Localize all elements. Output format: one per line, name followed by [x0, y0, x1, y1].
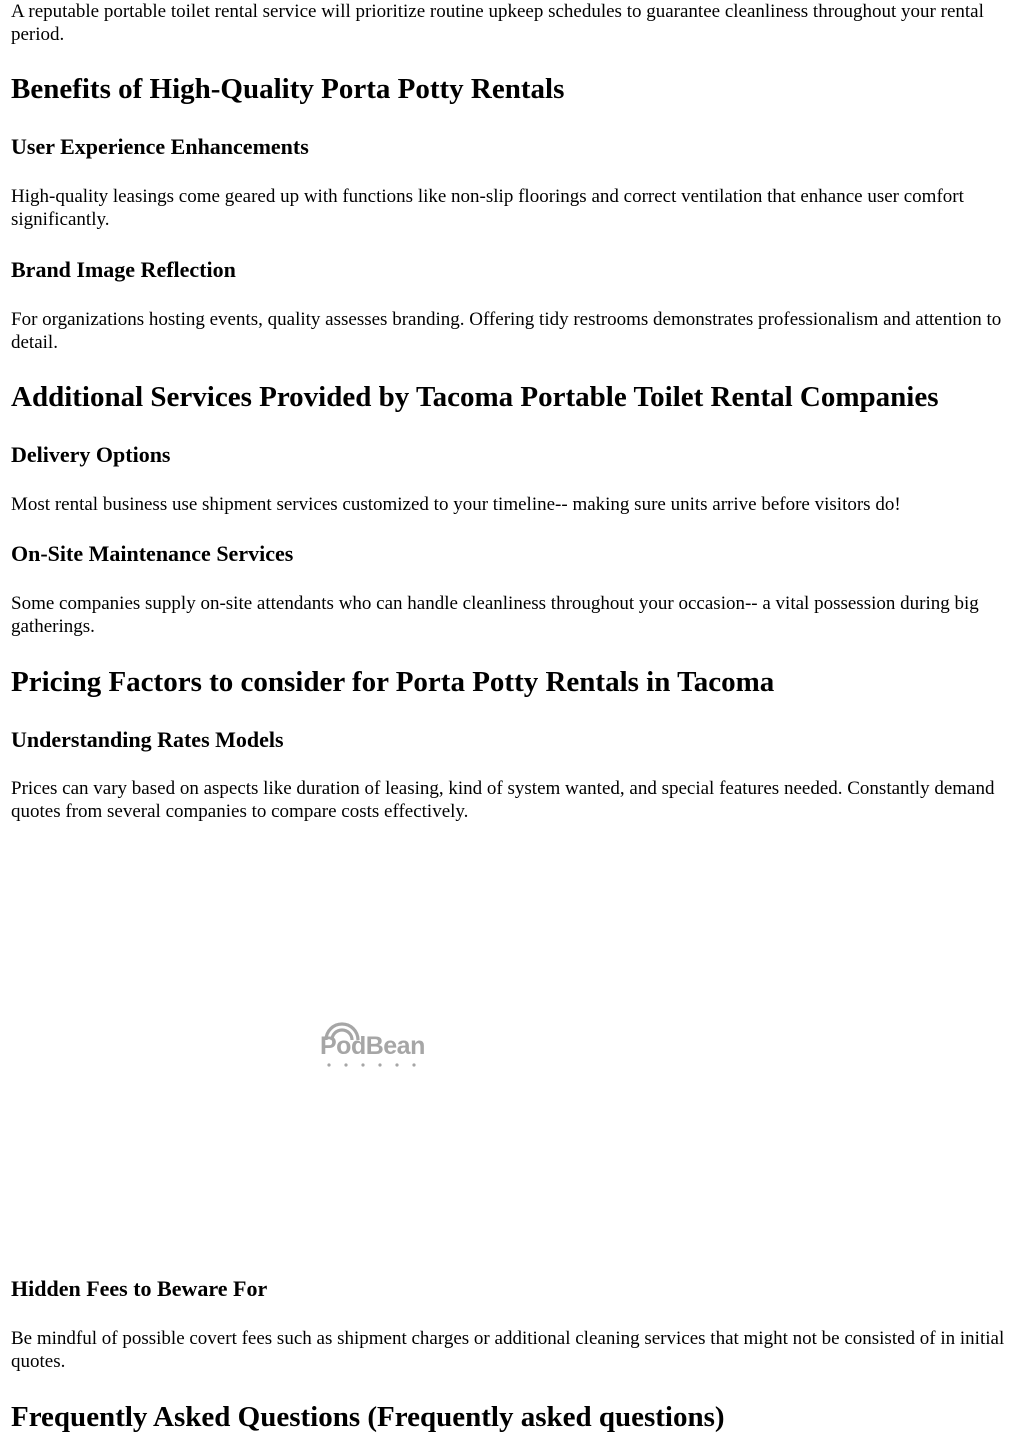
delivery-options-heading: Delivery Options — [11, 442, 171, 467]
podbean-logo — [320, 1020, 430, 1070]
benefits-heading: Benefits of High-Quality Porta Potty Rentals — [11, 73, 565, 105]
maintenance-heading: On-Site Maintenance Services — [11, 541, 294, 566]
brand-image-paragraph: For organizations hosting events, quality assesses branding. Offering tidy restrooms demonstrates professionalism and attention to detail. — [11, 309, 1002, 353]
rates-models-paragraph: Prices can vary based on aspects like duration of leasing, kind of system wanted, and special features needed. Constantly demand quotes from several companies to compare costs effectively. — [11, 778, 995, 822]
hidden-fees-paragraph: Be mindful of possible covert fees such as shipment charges or additional cleaning services that might not be consisted of in initial quotes. — [11, 1328, 1005, 1372]
user-experience-heading: User Experience Enhancements — [11, 134, 309, 159]
brand-image-heading: Brand Image Reflection — [11, 257, 236, 282]
maintenance-paragraph: Some companies supply on-site attendants who can handle cleanliness throughout your occasion-- a vital possession during big gatherings. — [11, 593, 979, 637]
loading-dots-icon — [326, 1062, 426, 1068]
podbean-wordmark: PodBean — [320, 1032, 425, 1060]
faq-heading: Frequently Asked Questions (Frequently asked questions) — [11, 1401, 725, 1433]
additional-services-heading: Additional Services Provided by Tacoma Portable Toilet Rental Companies — [11, 381, 939, 413]
intro-paragraph: A reputable portable toilet rental service will prioritize routine upkeep schedules to guarantee cleanliness throughout your rental period. — [11, 1, 984, 45]
delivery-options-paragraph: Most rental business use shipment services customized to your timeline-- making sure units arrive before visitors do! — [11, 494, 901, 515]
user-experience-paragraph: High-quality leasings come geared up with functions like non-slip floorings and correct ventilation that enhance user comfort significantly. — [11, 186, 964, 230]
podcast-embed[interactable] — [11, 830, 751, 1270]
pricing-heading: Pricing Factors to consider for Porta Potty Rentals in Tacoma — [11, 666, 775, 698]
rates-models-heading: Understanding Rates Models — [11, 727, 284, 752]
hidden-fees-heading: Hidden Fees to Beware For — [11, 1276, 268, 1301]
